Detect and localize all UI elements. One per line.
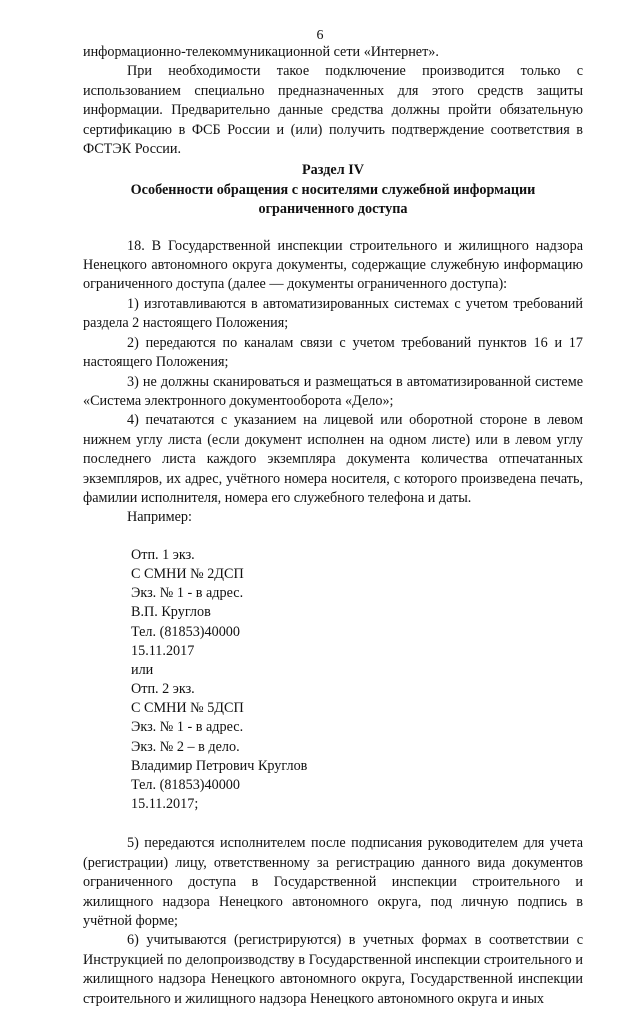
example-line: или <box>131 661 154 678</box>
intro-line: информационно-телекоммуникационной сети «Интернет». <box>83 44 439 60</box>
example-line: Тел. (81853)40000 <box>131 623 240 640</box>
example-line: Владимир Петрович Круглов <box>131 757 308 774</box>
example-label: Например: <box>127 509 192 526</box>
paragraph-18: 18. В Государственной инспекции строительного и жилищного надзора Ненецкого автономного округа документы, содержащие служебную информацию ограниченного доступа (далее — документы ограниченного доступа): <box>83 237 583 293</box>
item-5: 5) передаются исполнителем после подписания руководителем для учета (регистрации) лицу, ответственному за регистрацию данного вида документов ограниченного доступа в Государственной инспекции строительного и жилищного надзора Ненецкого автономного округа, под личную подпись в учётной форме; <box>83 835 583 929</box>
item-4: 4) печатаются с указанием на лицевой или оборотной стороне в левом нижнем углу листа (если документ исполнен на одном листе) или в левом углу последнего листа каждого экземпляра документа количества отпечатанных экземпляров, их адрес, учётного номера носителя, с которого произведена печать, фамилии исполнителя, номера его служебного телефона и даты. <box>83 412 583 506</box>
example-line: Экз. № 1 - в адрес. <box>131 585 244 602</box>
item-6: 6) учитываются (регистрируются) в учетных формах в соответствии с Инструкцией по делопроизводству в Государственной инспекции строительного и жилищного надзора Ненецкого автономного округа, Государственной инспекции строительного и жилищного надзора Ненецкого автономного округа и иных <box>83 932 583 1007</box>
page-number: 6 <box>316 28 324 43</box>
example-line: С СМНИ № 5ДСП <box>131 700 244 717</box>
section-heading: Особенности обращения с носителями служебной информации ограниченного доступа <box>130 181 536 218</box>
section-label: Раздел IV <box>302 162 364 179</box>
example-line: Отп. 1 экз. <box>131 546 195 563</box>
spacer <box>83 814 583 834</box>
intro-paragraph: При необходимости такое подключение производится только с использованием специально предназначенных для этого средств защиты информации. Предварительно данные средства должны пройти обязательную сертификацию в ФСБ России и (или) получить подтверждение соответствия в ФСТЭК России. <box>83 63 583 158</box>
example-line: Экз. № 1 - в адрес. <box>131 719 244 736</box>
item-1: 1) изготавливаются в автоматизированных системах с учетом требований раздела 2 настоящего Положения; <box>83 295 583 332</box>
example-line: 15.11.2017; <box>131 796 199 813</box>
document-body <box>83 43 583 1009</box>
item-3: 3) не должны сканироваться и размещаться в автоматизированной системе «Система электронного документооборота «Дело»; <box>83 373 583 409</box>
example-line: Тел. (81853)40000 <box>131 777 240 793</box>
example-line: Экз. № 2 – в дело. <box>131 738 240 755</box>
spacer <box>83 528 583 546</box>
example-line: С СМНИ № 2ДСП <box>131 565 244 582</box>
spacer <box>83 220 583 237</box>
example-line: Отп. 2 экз. <box>131 681 195 698</box>
item-2: 2) передаются по каналам связи с учетом требований пунктов 16 и 17 настоящего Положения; <box>83 334 583 371</box>
example-line: 15.11.2017 <box>131 642 195 659</box>
example-block <box>83 546 583 815</box>
example-line: В.П. Круглов <box>131 604 211 621</box>
